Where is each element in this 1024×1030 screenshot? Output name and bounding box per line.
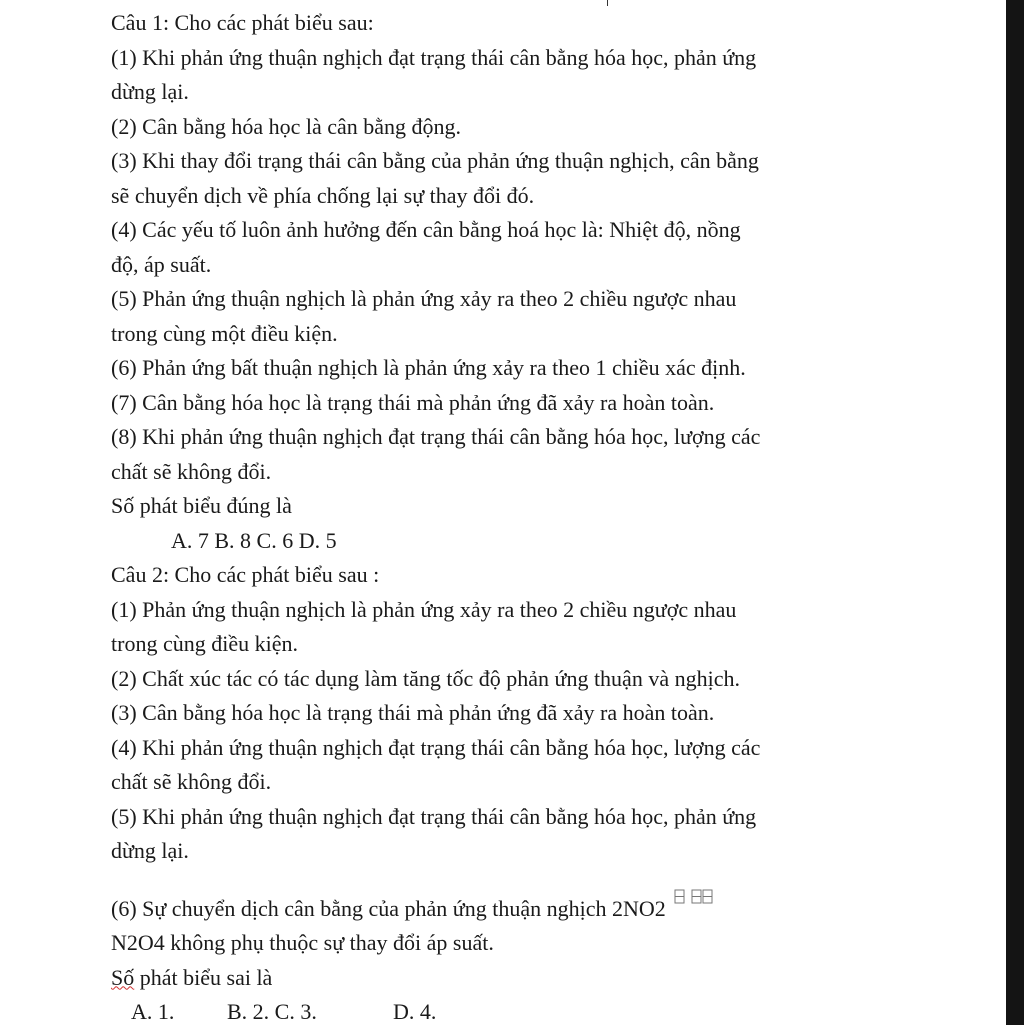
q2-line: (3) Cân bằng hóa học là trạng thái mà phản ứng đã xảy ra hoàn toàn. bbox=[111, 700, 715, 725]
q2-title: Câu 2: Cho các phát biểu sau : bbox=[111, 562, 380, 587]
q2-line: (1) Phản ứng thuận nghịch là phản ứng xảy ra theo 2 chiều ngược nhau bbox=[111, 596, 737, 622]
missing-symbol-glyphs bbox=[674, 888, 722, 906]
q1-title: Câu 1: Cho các phát biểu sau: bbox=[111, 10, 374, 35]
q1-line: (6) Phản ứng bất thuận nghịch là phản ứng xảy ra theo 1 chiều xác định. bbox=[111, 355, 746, 380]
q2-line: (5) Khi phản ứng thuận nghịch đạt trạng thái cân bằng hóa học, phản ứng bbox=[111, 803, 757, 829]
q1-line: (3) Khi thay đổi trạng thái cân bằng của phản ứng thuận nghịch, cân bằng bbox=[111, 148, 759, 173]
q1-line: chất sẽ không đổi. bbox=[111, 458, 272, 484]
q2-line-6 bbox=[111, 882, 901, 927]
q2-question bbox=[111, 961, 901, 996]
q1-line: (8) Khi phản ứng thuận nghịch đạt trạng thái cân bằng hóa học, lượng các bbox=[111, 424, 761, 449]
q1-question: Số phát biểu đúng là bbox=[111, 493, 292, 518]
q2-line: (4) Khi phản ứng thuận nghịch đạt trạng thái cân bằng hóa học, lượng các bbox=[111, 734, 761, 760]
q1-line: (4) Các yếu tố luôn ảnh hưởng đến cân bằng hoá học là: Nhiệt độ, nồng bbox=[111, 217, 741, 242]
q2-option-a: A. 1. bbox=[131, 999, 175, 1024]
paragraph-gap bbox=[111, 869, 901, 882]
q1-line: độ, áp suất. bbox=[111, 251, 212, 277]
q1-line: (5) Phản ứng thuận nghịch là phản ứng xảy ra theo 2 chiều ngược nhau bbox=[111, 286, 737, 311]
q2-question-rest: phát biểu sai là bbox=[134, 964, 273, 990]
q2-line: (2) Chất xúc tác có tác dụng làm tăng tốc độ phản ứng thuận và nghịch. bbox=[111, 665, 740, 691]
q1-line: sẽ chuyển dịch về phía chống lại sự thay đổi đó. bbox=[111, 182, 535, 208]
q1-options: A. 7 B. 8 C. 6 D. 5 bbox=[171, 527, 337, 553]
q1-line: dừng lại. bbox=[111, 79, 189, 104]
document-body bbox=[111, 6, 901, 1030]
q2-line: chất sẽ không đổi. bbox=[111, 769, 272, 794]
q2-option-bc: B. 2. C. 3. bbox=[227, 999, 317, 1024]
q2-option-d: D. 4. bbox=[393, 999, 437, 1024]
q1-line: trong cùng một điều kiện. bbox=[111, 320, 338, 346]
q2-line-6-text: (6) Sự chuyển dịch cân bằng của phản ứng thuận nghịch 2NO2 bbox=[111, 895, 666, 921]
q2-options bbox=[111, 995, 901, 1030]
q1-line: (7) Cân bằng hóa học là trạng thái mà phản ứng đã xảy ra hoàn toàn. bbox=[111, 389, 715, 415]
q1-line: (2) Cân bằng hóa học là cân bằng động. bbox=[111, 113, 462, 139]
q2-line: trong cùng điều kiện. bbox=[111, 631, 298, 656]
spellcheck-word: Số bbox=[111, 964, 135, 990]
q2-line-6-cont: N2O4 không phụ thuộc sự thay đổi áp suất. bbox=[111, 930, 494, 955]
q2-line: dừng lại. bbox=[111, 838, 189, 863]
q1-line: (1) Khi phản ứng thuận nghịch đạt trạng thái cân bằng hóa học, phản ứng bbox=[111, 44, 757, 70]
window-edge-bar bbox=[1006, 0, 1024, 1025]
missing-symbol-icon bbox=[674, 882, 722, 917]
